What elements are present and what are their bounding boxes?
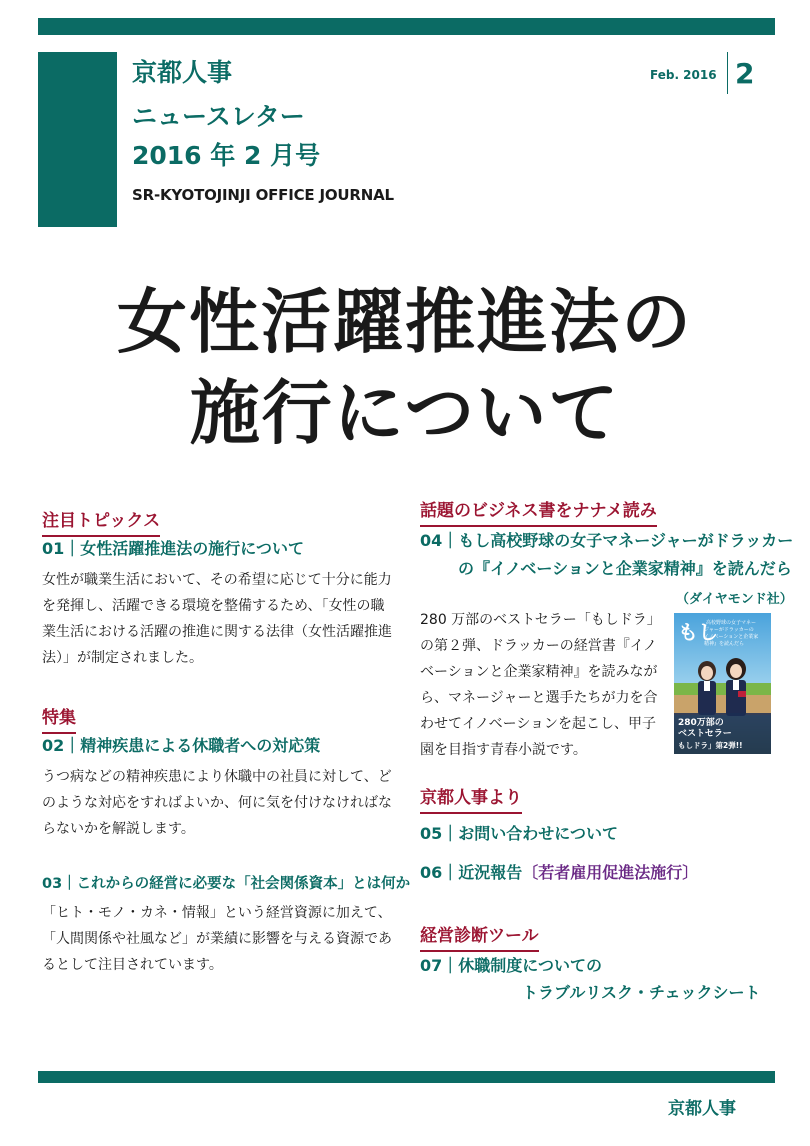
section-heading-feature: 特集 — [42, 707, 76, 734]
svg-text:イノベーションと企業家: イノベーションと企業家 — [704, 634, 759, 640]
article-01-summary: 女性が職業生活において、その希望に応じて十分に能力を発揮し、活躍できる環境を整備するため、「女性の職業生活における活躍の推進に関する法律（女性活躍推進法）」が制定されました。 — [42, 572, 392, 666]
issue-date: Feb. 2016 — [650, 68, 717, 82]
article-06-heading[interactable] — [420, 862, 698, 884]
newsletter-title-line2: ニュースレター — [132, 102, 305, 131]
article-07-heading-line2[interactable]: トラブルリスク・チェックシート — [522, 983, 761, 1002]
main-title-line1: 女性活躍推進法の — [117, 281, 693, 363]
issue-divider — [727, 52, 728, 94]
svg-text:ジャーがドラッカーの: ジャーがドラッカーの — [704, 627, 754, 633]
section-heading-topics: 注目トピックス — [42, 510, 160, 537]
svg-text:高校野球の女子マネー: 高校野球の女子マネー — [706, 620, 757, 626]
article-06-subtitle: 〔若者雇用促進法施行〕 — [522, 863, 699, 882]
book-cover-banner-line3: もしドラ」第2弾!! — [678, 741, 743, 750]
header-color-block — [38, 52, 117, 227]
book-cover-title: もし — [678, 620, 718, 644]
newsletter-issue-month: 2016 年 2 月号 — [132, 141, 321, 170]
section-heading-kyoto-jinji: 京都人事より — [420, 787, 522, 814]
book-cover-banner-line1: 280万部の — [678, 718, 724, 728]
article-01-heading[interactable]: 01｜女性活躍推進法の施行について — [42, 539, 304, 558]
article-04-heading-line2[interactable]: の『イノベーションと企業家精神』を読んだら — [458, 559, 792, 578]
article-02-heading[interactable]: 02｜精神疾患による休職者への対応策 — [42, 736, 321, 755]
article-02-summary: うつ病などの精神疾患により休職中の社員に対して、どのような対応をすればよいか、何に気を付けなければならないかを解説します。 — [42, 769, 392, 837]
svg-text:精神』を読んだら: 精神』を読んだら — [704, 641, 745, 647]
article-07-heading-line1[interactable]: 07｜休職制度についての — [420, 956, 602, 975]
issue-number: 2 — [735, 57, 755, 90]
footer-company-name: 京都人事 — [668, 1099, 736, 1119]
article-05-heading[interactable]: 05｜お問い合わせについて — [420, 824, 618, 843]
article-03-heading[interactable]: 03｜これからの経営に必要な「社会関係資本」とは何か — [42, 876, 411, 892]
article-04-summary: 280 万部のベストセラー「もしドラ」の第２弾、ドラッカーの経営書『イノベーションと企業家精神』を読みながら、マネージャーと選手たちが力を合わせてイノベーションを起こし、甲子園を目指す青春小説です。 — [420, 612, 661, 758]
main-title-line2: 施行について — [189, 372, 621, 454]
newsletter-subtitle: SR-KYOTOJINJI OFFICE JOURNAL — [132, 186, 394, 204]
newsletter-title-line1: 京都人事 — [132, 58, 233, 87]
top-banner-bar — [38, 18, 775, 35]
book-publisher: （ダイヤモンド社） — [676, 592, 793, 607]
article-04-heading-line1[interactable]: 04｜もし高校野球の女子マネージャーがドラッカー — [420, 531, 794, 550]
section-heading-diagnostic-tool: 経営診断ツール — [420, 925, 539, 952]
book-cover-banner-line2: ベストセラー — [678, 729, 732, 739]
article-03-summary: 「ヒト・モノ・カネ・情報」という経営資源に加えて、「人間関係や社風など」が業績に影響を与える資源であるとして注目されています。 — [42, 905, 392, 973]
section-heading-business-books: 話題のビジネス書をナナメ読み — [420, 500, 657, 527]
footer-bar — [38, 1071, 775, 1083]
article-06-title: 06｜近況報告 — [420, 863, 523, 882]
book-cover-image — [674, 613, 771, 754]
